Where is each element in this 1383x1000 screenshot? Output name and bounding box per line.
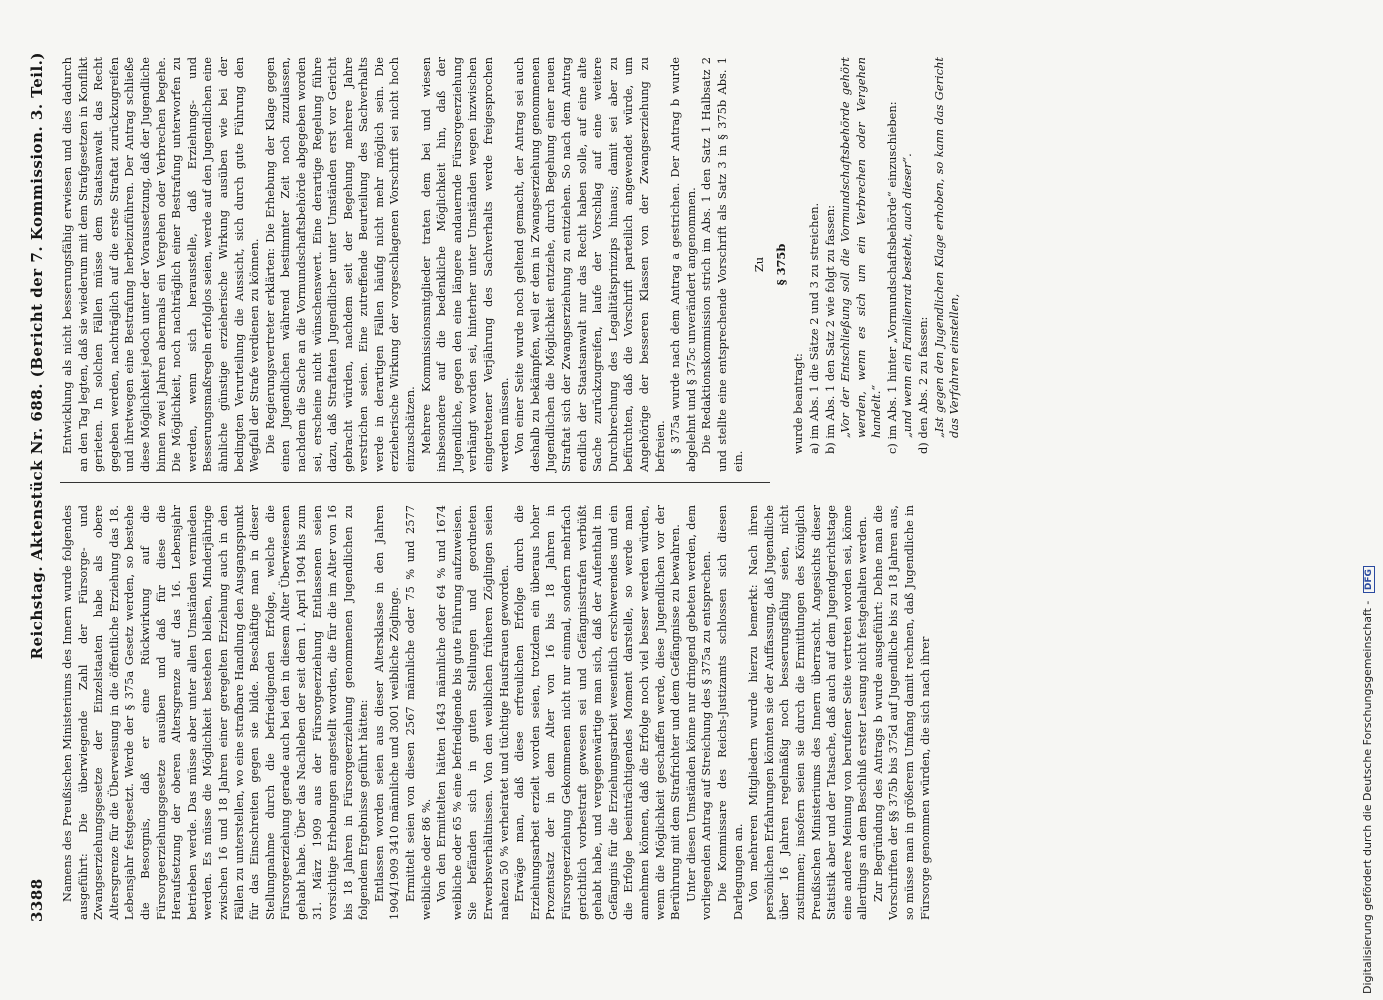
list-item: a) im Abs. 1 die Sätze 2 und 3 zu streichen. [806,202,821,454]
paragraph: Erwäge man, daß diese erfreulichen Erfolge durch die Erziehungsarbeit erzielt worden seien, trotzdem ein überaus hoher Prozentsatz der in dem Alter von 16 bis 18 Jahren in Fürsorgeerziehung Gekommenen nicht nur einmal, sondern mehrfach gerichtlich vorbestraft gewesen sei und Gefängnisstrafen verbüßt gehabt habe, und vergegenwärtige man sich, daß der Aufenthalt im Gefängnis für die Erziehungsarbeit wesentlich erschwerendes und ein die Erfolge beeinträchtigendes Moment darstelle, so werde man annehmen können, daß die Erfolge noch viel besser werden würden, wenn die Möglichkeit geschaffen werde, diese Jugendlichen vor der Berührung mit dem Strafrichter und dem Gefängnisse zu bewahren. [512,505,683,920]
column-divider [60,482,770,483]
section-heading: § 375b [773,243,788,286]
page-number: 3388 [28,878,46,922]
right-column [60,57,963,472]
intro-text: wurde beantragt: [791,353,806,454]
paragraph: Mehrere Kommissionsmitglieder traten dem bei und wiesen insbesondere auf die bedenkliche Möglichkeit hin, daß der Jugendliche, gegen den eine längere andauernde Fürsorgeerziehung verhängt worden sei, hinterher unter Umständen wegen inzwischen eingetretener Verjährung des Sachverhalts werde freigesprochen werden müssen. [418,57,511,472]
paragraph: Entwicklung als nicht besserungsfähig erwiesen und dies dadurch an den Tag legten, daß sie wiederum mit dem Strafgesetzen in Konflikt gerieten. In solchen Fällen müsse dem Staatsanwalt das Recht gegeben werden, nachträglich auf die erste Straftat zurückzugreifen und ihretwegen eine Bestrafung herbeizuführen. Der Antrag schließe diese Möglichkeit jedoch unter der Voraussetzung, daß der Jugendliche binnen zwei Jahren abermals ein Vergehen oder Verbrechen begehe. Die Möglichkeit, noch nachträglich einer Bestrafung unterworfen zu werden, wenn sich herausstelle, daß Erziehungs- und Besserungsmaßregeln erfolglos seien, werde auf den Jugendlichen eine ähnliche günstige erzieherische Wirkung ausüben wie bei der bedingten Verurteilung die Aussicht, sich durch gute Führung den Wegfall der Strafe verdienen zu können. [60,57,262,472]
dfg-logo: DFG [1363,566,1375,593]
paragraph: Namens des Preußischen Ministeriums des Innern wurde folgendes ausgeführt: Die überwiegende Zahl der Fürsorge- und Zwangserziehungsgesetze der Einzelstaaten habe als obere Altersgrenze für die Überweisung in die öffentliche Erziehung das 18. Lebensjahr festgesetzt. Werde der § 375a Gesetz werden, so bestehe die Besorgnis, daß er eine Rückwirkung auf die Fürsorgeerziehungsgesetze ausüben und daß für diese die Heraufsetzung der oberen Altersgrenze auf das 16. Lebensjahr betrieben werde. Das müsse aber unter allen Umständen vermieden werden. Es müsse die Möglichkeit bestehen bleiben, Minderjährige zwischen 16 und 18 Jahren einer geregelten Erziehung auch in den Fällen zu unterstellen, wo eine strafbare Handlung den Ausgangspunkt für das Einschreiten gegen sie bilde. Beschäftige man in dieser Stellungnahme durch die befriedigenden Erfolge, welche die Fürsorgeerziehung gerade auch bei den in diesem Alter Überwiesenen gehabt habe. Über das Nachleben der seit dem 1. April 1904 bis zum 31. März 1909 aus der Fürsorgeerziehung Entlassenen seien vorsichtige Erhebungen angestellt worden, die für die im Alter von 16 bis 18 Jahren in Fürsorgeerziehung genommenen Jugendlichen zu folgendem Ergebnisse geführt hätten: [60,505,371,920]
digitization-credit [1361,0,1375,1000]
left-column [60,505,933,920]
paragraph: Von den Ermittelten hätten 1643 männliche oder 64 % und 1674 weibliche oder 65 % eine befriedigende bis gute Führung aufzuweisen. Sie befänden sich in guten Stellungen und geordneten Erwerbsverhältnissen. Von den weiblichen früheren Zöglingen seien nahezu 50 % verheiratet und tüchtige Hausfrauen geworden. [434,505,511,920]
paragraph: Die Regierungsvertreter erklärten: Die Erhebung der Klage gegen einen Jugendlichen während bestimmter Zeit noch zuzulassen, nachdem die Sache an die Vormundschaftsbehörde abgegeben worden sei, erscheine nicht wünschenswert. Eine derartige Regelung führe dazu, daß Straftaten Jugendlicher unter Umständen erst vor Gericht gebracht würden, nachdem seit der Begehung mehrere Jahre verstrichen seien. Eine zutreffende Beurteilung des Sachverhalts werde in derartigen Fällen häufig nicht mehr möglich sein. Die erzieherische Wirkung der vorgeschlagenen Vorschrift sei nicht hoch einzuschätzen. [262,57,418,472]
list-item: d) den Abs. 2 zu fassen: [916,316,931,454]
paragraph: Die Redaktionskommission strich im Abs. 1 den Satz 1 Halbsatz 2 und stellte eine entsprechende Vorschrift als Satz 3 in § 375b Abs. 1 ein. [699,57,745,472]
paragraph: Unter diesen Umständen könne nur dringend gebeten werden, dem vorliegenden Antrag auf Streichung des § 375a zu entsprechen. [683,505,714,920]
list-item: c) im Abs. 1 hinter „Vormundschaftsbehörde“ einzuschieben: [884,101,899,454]
zu-label: Zu [752,256,767,273]
paragraph: Die Kommissare des Reichs-Justizamts schlossen sich diesen Darlegungen an. [714,505,745,920]
paragraph: Entlassen worden seien aus dieser Altersklasse in den Jahren 1904/1909 3410 männliche und 3001 weibliche Zöglinge. [371,505,402,920]
paragraph: Von einer Seite wurde noch geltend gemacht, der Antrag sei auch deshalb zu bekämpfen, weil er dem in Zwangserziehung genommenen Jugendlichen die Möglichkeit entziehe, durch Begehung einer neuen Straftat sich der Zwangserziehung zu entziehen. So nach dem Antrag endlich der Staatsanwalt nur das Recht haben solle, auf eine alte Sache zurückzugreifen, laufe der Vorschlag auf eine weitere Durchbrechung des Legalitätsprinzips hinaus; damit sei aber zu befürchten, daß die Vorschrift parteilich angewendet würde, um Angehörige der besseren Klassen von der Zwangserziehung zu befreien. [512,57,667,472]
quoted-text: „Ist gegen den Jugendlichen Klage erhoben, so kann das Gericht das Verfahren einstellen, [931,57,962,438]
quoted-text: „und wenn ein Familienrat besteht, auch dieser“. [900,153,915,438]
list-item: b) im Abs. 1 den Satz 2 wie folgt zu fassen: [822,204,837,454]
paragraph: Ermittelt seien von diesen 2567 männliche oder 75 % und 2577 weibliche oder 86 %. [403,505,433,920]
paragraph: Zur Begründung des Antrags b wurde ausgeführt: Dehne man die Vorschriften der §§ 375b bis 375d auf Jugendliche bis zu 18 Jahren aus, so müsse man in größerem Umfang damit rechnen, daß Jugendliche in Fürsorge genommen würden, die sich nach ihrer [870,505,932,920]
quoted-text: „Vor der Entschließung soll die Vormundschaftsbehörde gehört werden, wenn es sich um ein Verbrechen oder Vergehen handelt.“ [838,57,884,438]
page-title: Reichstag. Aktenstück Nr. 688. (Bericht der 7. Kommission. 3. Teil.) [28,52,46,660]
paragraph: Von mehreren Mitgliedern wurde hierzu bemerkt: Nach ihren persönlichen Erfahrungen könnten sie der Auffassung, daß Jugendliche über 16 Jahren regelmäßig noch besserungsfähig seien, nicht zustimmen; insofern seien sie durch die Ermittlungen des Königlich Preußischen Ministeriums des Innern überrascht. Angesichts dieser Statistik aber und der Tatsache, daß auch auf dem Jugendgerichtstage eine andere Meinung von berufener Seite vertreten worden sei, könne allerdings an dem Beschluß erster Lesung nicht festgehalten werden. [746,505,870,920]
page-header [28,52,52,922]
paragraph: § 375a wurde nach dem Antrag a gestrichen. Der Antrag b wurde abgelehnt und § 375c unverändert angenommen. [668,57,698,472]
credit-text: Digitalisierung gefördert durch die Deutsche Forschungsgemeinschaft - [1361,600,1374,994]
